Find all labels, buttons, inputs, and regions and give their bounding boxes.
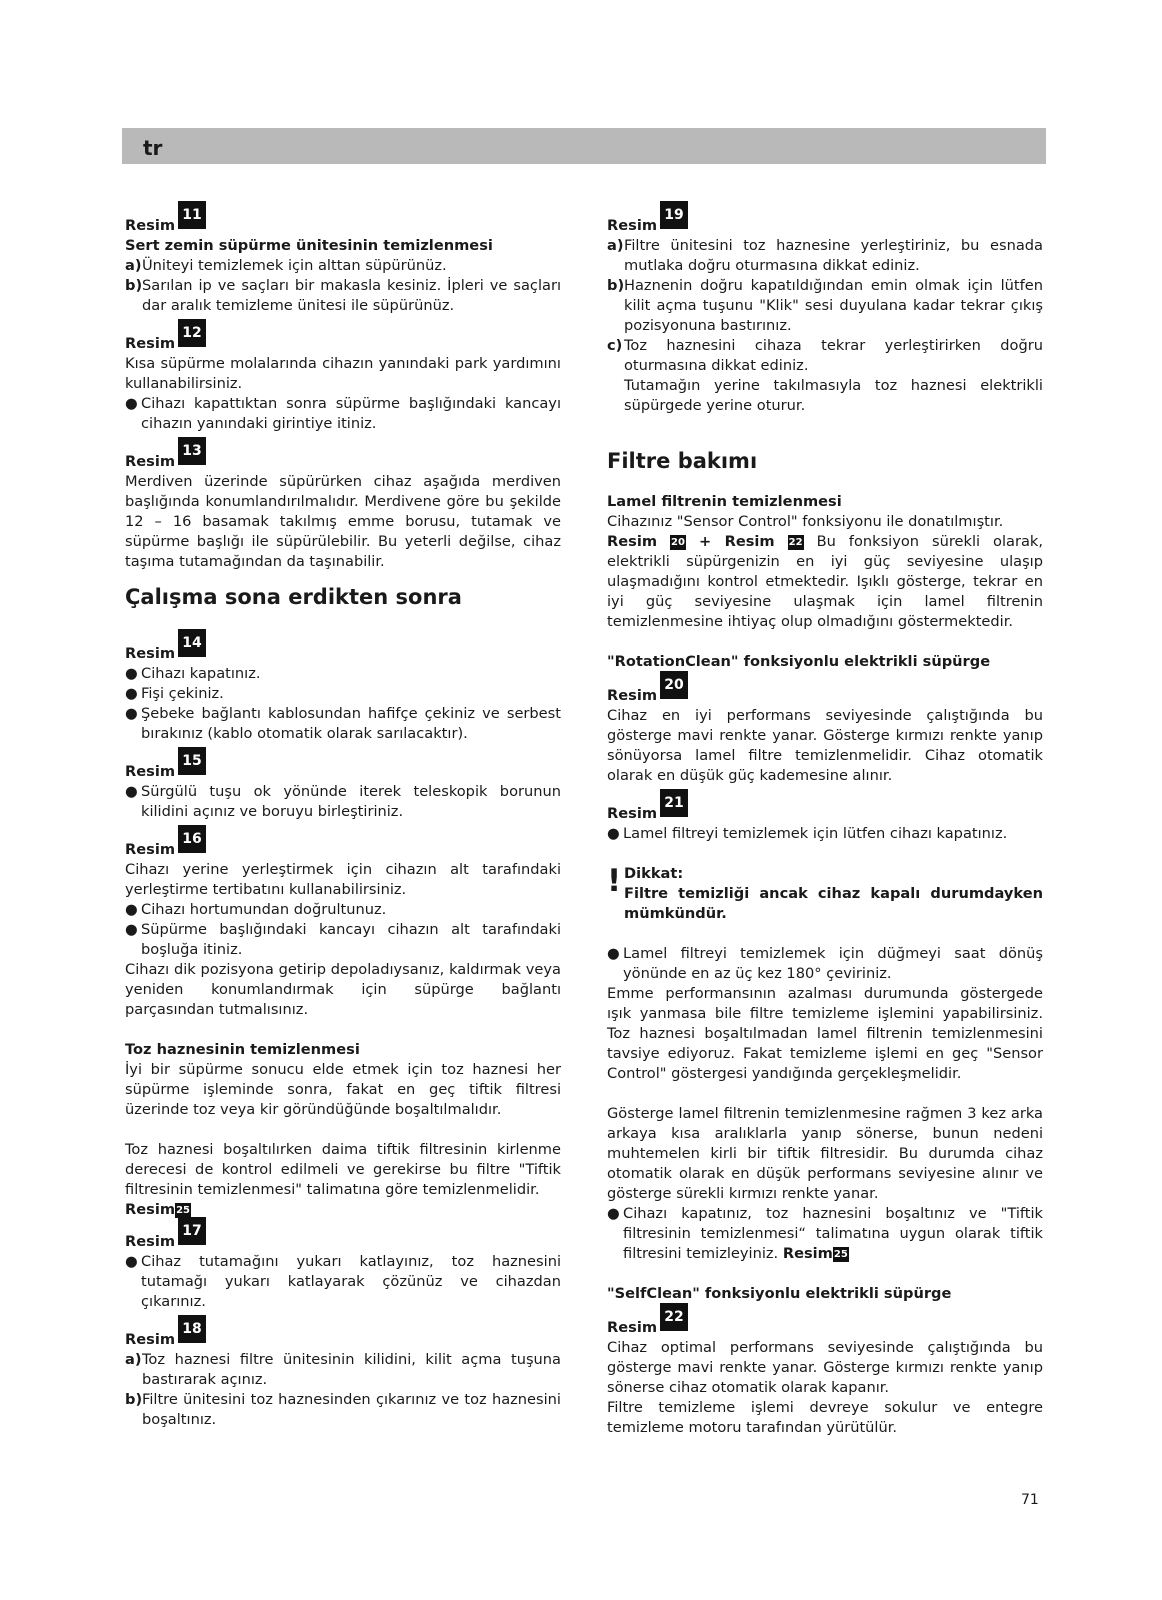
figure-number-box: 17 xyxy=(178,1217,206,1245)
bullet-item: ● Şebeke bağlantı kablosundan hafifçe çekiniz ve serbest bırakınız (kablo otomatik olarak sarılacaktır). xyxy=(125,705,561,742)
left-column xyxy=(125,206,561,1430)
paragraph: Toz haznesi boşaltılırken daima tiftik filtresinin kirlenme derecesi de kontrol edilmeli ve gerekirse bu filtre "Tiftik filtresinin temizlenmesi" talimatına göre temizlenmelidir. xyxy=(125,1141,561,1198)
figure-ref-21: Resim 21 xyxy=(607,794,1043,824)
figure-ref-14: Resim 14 xyxy=(125,634,561,664)
bullet-item: ● Sürgülü tuşu ok yönünde iterek teleskopik borunun kilidini açınız ve boruyu birleştiriniz. xyxy=(125,783,561,820)
warning-note xyxy=(607,864,1043,924)
bullet-item: ● Süpürme başlığındaki kancayı cihazın alt tarafındaki boşluğa itiniz. xyxy=(125,921,561,958)
step-item: b) Filtre ünitesini toz haznesinden çıkarınız ve toz haznesini boşaltınız. xyxy=(125,1391,561,1428)
step-item: a) Toz haznesi filtre ünitesinin kilidini, kilit açma tuşuna bastırarak açınız. xyxy=(125,1351,561,1388)
figure-number-small-box: 25 xyxy=(833,1249,848,1260)
figure-number-box: 14 xyxy=(178,629,206,657)
warning-title: Dikkat: xyxy=(624,865,684,882)
paragraph: Resim 20 + Resim 22 Bu fonksiyon sürekli olarak, elektrikli süpürgenizin en iyi güç seviyesine ulaşıp ulaşmadığını kontrol etmektedir. Işıklı gösterge, tekrar en iyi güç seviyesine ulaşmak için lamel filtrenin temizlenmesine ihtiyaç olup olmadığını göstermektedir. xyxy=(607,533,1044,630)
section-subtitle: "RotationClean" fonksiyonlu elektrikli süpürge xyxy=(607,653,991,670)
figure-number-box: 18 xyxy=(178,1315,206,1343)
section-subtitle: Toz haznesinin temizlenmesi xyxy=(125,1041,360,1058)
language-code: tr xyxy=(143,136,163,160)
figure-ref-15: Resim 15 xyxy=(125,752,561,782)
page-number: 71 xyxy=(1021,1492,1039,1508)
paragraph: Emme performansının azalması durumunda göstergede ışık yanmasa bile filtre temizleme işlemini yapabilirsiniz. Toz haznesi boşaltılmadan lamel filtrenin temizlenmesini tavsiye ediyoruz. Fakat temizleme işlemi en geç "Sensor Control" göstergesi yandığında gerçekleşmelidir. xyxy=(607,985,1043,1082)
figure-ref-13: Resim 13 xyxy=(125,442,561,472)
figure-ref-19: Resim 19 xyxy=(607,206,1043,236)
bullet-item: ● Lamel filtreyi temizlemek için düğmeyi saat dönüş yönünde en az üç kez 180° çeviriniz. xyxy=(607,945,1043,982)
step-item: b) Sarılan ip ve saçları bir makasla kesiniz. İpleri ve saçları dar aralık temizleme ünitesi ile süpürünüz. xyxy=(125,277,561,314)
figure-ref-20: Resim 20 xyxy=(607,676,1043,706)
figure-inline-ref: Resim25 xyxy=(125,1201,190,1218)
right-column xyxy=(607,206,1043,1438)
paragraph: Cihaz optimal performans seviyesinde çalıştığında bu gösterge mavi renkte yanar. Gösterge kırmızı renkte yanıp sönerse cihaz otomatik olarak kapanır. xyxy=(607,1339,1043,1396)
bullet-item: ● Cihazı hortumundan doğrultunuz. xyxy=(125,901,387,918)
figure-number-box: 11 xyxy=(178,201,206,229)
figure-number-box: 12 xyxy=(178,319,206,347)
figure-ref-12: Resim 12 xyxy=(125,324,561,354)
figure-number-box: 13 xyxy=(178,437,206,465)
step-item: c) Toz haznesini cihaza tekrar yerleştirirken doğru oturmasına dikkat ediniz. xyxy=(607,337,1043,374)
section-subtitle: Lamel filtrenin temizlenmesi xyxy=(607,493,842,510)
figure-number-small-box: 22 xyxy=(788,537,803,548)
figure-ref-16: Resim 16 xyxy=(125,830,561,860)
bullet-item: ● Cihazı kapatınız, toz haznesini boşaltınız ve "Tiftik filtresinin temizlenmesi“ talimatına uygun olarak tiftik filtresini temizleyiniz. Resim25 xyxy=(607,1205,1043,1262)
paragraph: Cihazınız "Sensor Control" fonksiyonu ile donatılmıştır. xyxy=(607,513,1004,530)
figure-ref-18: Resim 18 xyxy=(125,1320,561,1350)
figure-number-box: 19 xyxy=(660,201,688,229)
exclamation-icon: ! xyxy=(607,863,622,899)
bullet-item: ● Cihazı kapatınız. xyxy=(125,665,261,682)
paragraph: Cihazı yerine yerleştirmek için cihazın alt tarafındaki yerleştirme tertibatını kullanabilirsiniz. xyxy=(125,861,561,898)
paragraph: Filtre temizleme işlemi devreye sokulur ve entegre temizleme motoru tarafından yürütülür. xyxy=(607,1399,1043,1436)
figure-number-box: 16 xyxy=(178,825,206,853)
figure-ref-11: Resim 11 xyxy=(125,206,561,236)
paragraph: Cihazı dik pozisyona getirip depoladıysanız, kaldırmak veya yeniden konumlandırmak için süpürge bağlantı parçasından tutmalısınız. xyxy=(125,961,561,1018)
step-item: b) Haznenin doğru kapatıldığından emin olmak için lütfen kilit açma tuşunu "Klik" sesi duyulana kadar tekrar çıkış pozisyonuna bastırınız. xyxy=(607,277,1043,334)
paragraph: Kısa süpürme molalarında cihazın yanındaki park yardımını kullanabilirsiniz. xyxy=(125,355,561,392)
figure-number-box: 21 xyxy=(660,789,688,817)
bullet-item: ● Cihaz tutamağını yukarı katlayınız, toz haznesini tutamağı yukarı katlayarak çözünüz ve cihazdan çıkarınız. xyxy=(125,1253,561,1310)
figure-number-small-box: 25 xyxy=(176,1205,190,1216)
figure-number-box: 22 xyxy=(660,1303,688,1331)
language-header-bar xyxy=(122,128,1046,164)
section-subtitle: "SelfClean" fonksiyonlu elektrikli süpürge xyxy=(607,1285,952,1302)
paragraph: Merdiven üzerinde süpürürken cihaz aşağıda merdiven başlığında konumlandırılmalıdır. Merdivene göre bu şekilde 12 – 16 basamak takılmış emme borusu, tutamak ve süpürme başlığı ile süpürülebilir. Bu yeterli değilse, cihaz taşıma tutamağından da taşınabilir. xyxy=(125,473,561,570)
bullet-item: ● Fişi çekiniz. xyxy=(125,685,224,702)
figure-ref-17: Resim 17 xyxy=(125,1222,561,1252)
step-item: a) Üniteyi temizlemek için alttan süpürünüz. xyxy=(125,257,447,274)
figure-number-box: 15 xyxy=(178,747,206,775)
paragraph: Cihaz en iyi performans seviyesinde çalıştığında bu gösterge mavi renkte yanar. Gösterge kırmızı renkte yanıp sönüyorsa lamel filtre temizlenmelidir. Cihaz otomatik olarak en düşük güç kademesine alınır. xyxy=(607,707,1043,784)
section-subtitle: Sert zemin süpürme ünitesinin temizlenmesi xyxy=(125,237,493,254)
step-item-continuation: Tutamağın yerine takılmasıyla toz haznesi elektrikli süpürgede yerine oturur. xyxy=(624,377,1043,414)
section-heading: Filtre bakımı xyxy=(607,449,758,473)
figure-ref-22: Resim 22 xyxy=(607,1308,1043,1338)
warning-text: Filtre temizliği ancak cihaz kapalı durumdayken mümkündür. xyxy=(624,885,1043,922)
figure-number-box: 20 xyxy=(660,671,688,699)
paragraph: İyi bir süpürme sonucu elde etmek için toz haznesi her süpürme işleminde sonra, fakat en geç tiftik filtresi üzerinde toz veya kir göründüğünde boşaltılmalıdır. xyxy=(125,1061,561,1118)
bullet-item: ● Lamel filtreyi temizlemek için lütfen cihazı kapatınız. xyxy=(607,825,1008,842)
figure-number-small-box: 20 xyxy=(671,537,685,548)
step-item: a) Filtre ünitesini toz haznesine yerleştiriniz, bu esnada mutlaka doğru oturmasına dikkat ediniz. xyxy=(607,237,1043,274)
section-heading: Çalışma sona erdikten sonra xyxy=(125,585,462,609)
paragraph: Gösterge lamel filtrenin temizlenmesine rağmen 3 kez arka arkaya kısa aralıklarla yanıp sönerse, bunun nedeni muhtemelen kirli bir tiftik filtresidir. Bu durumda cihaz otomatik olarak en düşük performans seviyesine alınır ve gösterge sürekli kırmızı renkte yanar. xyxy=(607,1105,1043,1202)
bullet-item: ● Cihazı kapattıktan sonra süpürme başlığındaki kancayı cihazın yanındaki girintiye itiniz. xyxy=(125,395,561,432)
